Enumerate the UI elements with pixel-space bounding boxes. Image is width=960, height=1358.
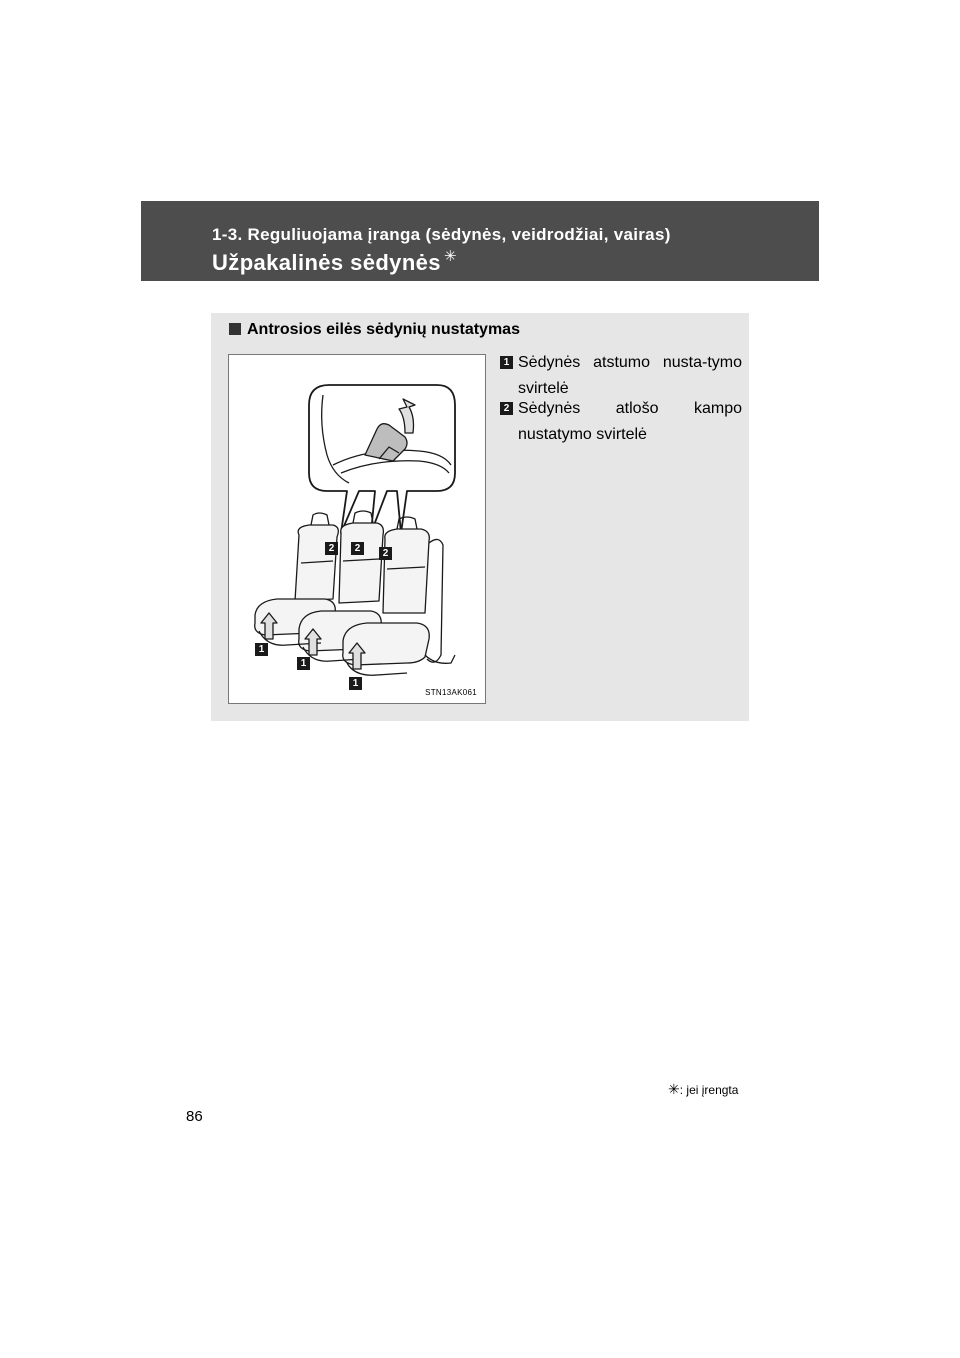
figure-code: STN13AK061 (425, 688, 477, 697)
footnote-mark: ✳ (668, 1081, 680, 1097)
legend-text-2: Sėdynės atlošo kampo nustatymo svirtelė (518, 400, 742, 443)
marker-1-center: 1 (297, 657, 310, 670)
subheading-text: Antrosios eilės sėdynių nustatymas (247, 321, 520, 338)
marker-1-right: 1 (349, 677, 362, 690)
marker-2-center: 2 (351, 542, 364, 555)
square-bullet-icon (229, 323, 241, 335)
marker-2-right: 2 (379, 547, 392, 560)
footnote-text: : jei įrengta (679, 1083, 739, 1097)
seat-illustration (228, 354, 486, 704)
page-number: 86 (186, 1108, 203, 1125)
page-title-text: Užpakalinės sėdynės (212, 250, 441, 275)
legend-badge-2: 2 (500, 402, 513, 415)
legend-text-1: Sėdynės atstumo nusta-tymo svirtelė (518, 354, 742, 397)
legend-item-2 (500, 396, 742, 452)
section-title: 1-3. Reguliuojama įranga (sėdynės, veidrodžiai, vairas) (212, 225, 671, 244)
marker-1-left: 1 (255, 643, 268, 656)
legend-badge-1: 1 (500, 356, 513, 369)
subheading (229, 321, 520, 339)
optional-equipment-mark: ✳ (443, 248, 457, 265)
marker-2-left: 2 (325, 542, 338, 555)
footnote (668, 1081, 738, 1098)
page-title (212, 250, 457, 276)
